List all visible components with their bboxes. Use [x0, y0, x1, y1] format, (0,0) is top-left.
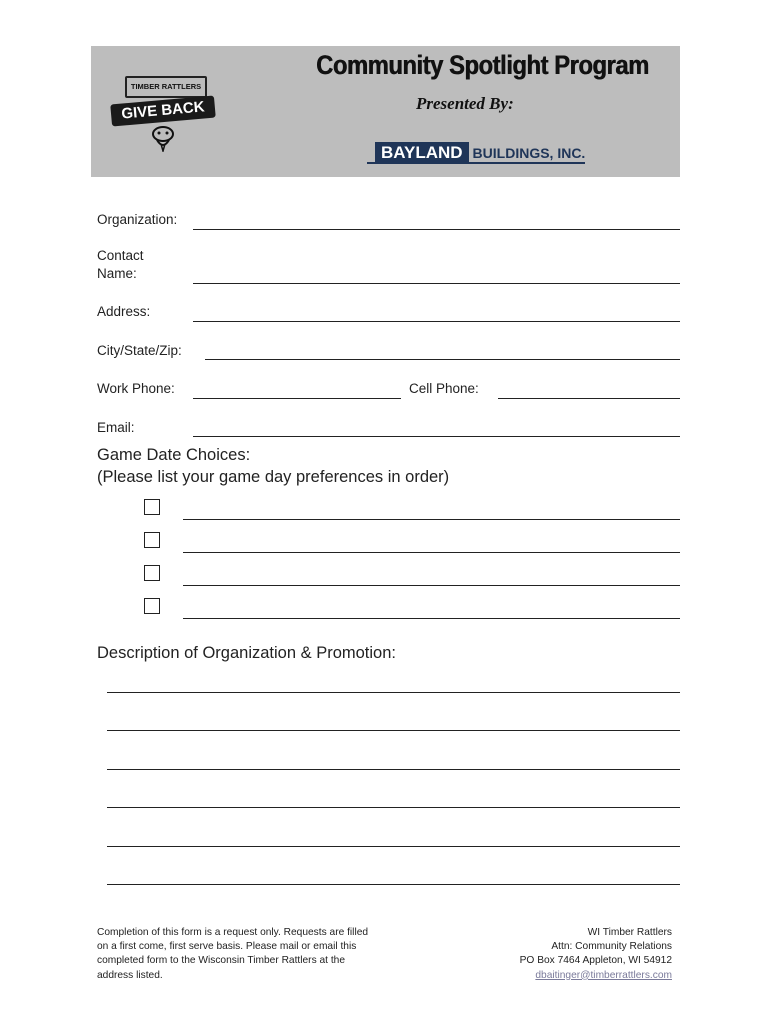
sponsor-box-text: BAYLAND	[375, 142, 469, 164]
game-date-field-4[interactable]	[183, 618, 680, 619]
cell-phone-label: Cell Phone:	[409, 381, 479, 396]
organization-field[interactable]	[193, 229, 680, 230]
footer-note	[97, 926, 387, 983]
footer-note-line-1: Completion of this form is a request only. Requests are filled	[97, 927, 369, 938]
work-phone-field[interactable]	[193, 398, 401, 399]
description-line-2[interactable]	[107, 730, 680, 731]
city-state-zip-label: City/State/Zip:	[97, 343, 182, 358]
cell-phone-field[interactable]	[498, 398, 680, 399]
game-date-heading: Game Date Choices:	[97, 446, 251, 464]
description-heading: Description of Organization & Promotion:	[97, 644, 396, 662]
game-date-field-1[interactable]	[183, 519, 680, 520]
address-field[interactable]	[193, 321, 680, 322]
description-line-5[interactable]	[107, 846, 680, 847]
address-label: Address:	[97, 304, 151, 319]
description-line-4[interactable]	[107, 807, 680, 808]
game-date-checkbox-1[interactable]	[144, 499, 160, 515]
email-field[interactable]	[193, 436, 680, 437]
footer-attn: Attn: Community Relations	[551, 941, 672, 953]
logo-top-text: TIMBER RATTLERS	[125, 76, 207, 98]
contact-name-field[interactable]	[193, 283, 680, 284]
timber-rattlers-give-back-logo	[105, 62, 221, 162]
description-line-6[interactable]	[107, 884, 680, 885]
footer-address	[472, 926, 672, 983]
presented-by-text: Presented By:	[416, 94, 514, 113]
description-line-3[interactable]	[107, 769, 680, 770]
header-banner	[91, 46, 680, 177]
logo-rule	[367, 161, 375, 164]
contact-label-line1: Contact	[97, 248, 144, 263]
game-date-checkbox-4[interactable]	[144, 598, 160, 614]
sponsor-name-text: BUILDINGS, INC.	[469, 144, 586, 164]
bayland-logo	[367, 142, 585, 164]
footer-po-box: PO Box 7464 Appleton, WI 54912	[519, 955, 672, 967]
footer-note-line-3: completed form to the Wisconsin Timber Rattlers at the	[97, 955, 345, 967]
footer-note-line-4: address listed.	[97, 969, 163, 981]
game-date-field-2[interactable]	[183, 552, 680, 553]
work-phone-label: Work Phone:	[97, 381, 175, 396]
email-label: Email:	[97, 420, 135, 435]
description-line-1[interactable]	[107, 692, 680, 693]
footer-org: WI Timber Rattlers	[587, 927, 672, 938]
page-title: Community Spotlight Program	[316, 50, 649, 80]
footer-email-link[interactable]: dbaitinger@timberrattlers.com	[535, 969, 672, 981]
snake-icon	[149, 124, 177, 152]
organization-label: Organization:	[97, 212, 178, 227]
footer-note-line-2: on a first come, first serve basis. Please mail or email this	[97, 941, 357, 953]
game-date-subheading: (Please list your game day preferences in order)	[97, 468, 450, 486]
game-date-checkbox-3[interactable]	[144, 565, 160, 581]
city-state-zip-field[interactable]	[205, 359, 680, 360]
logo-main-text: GIVE BACK	[110, 96, 216, 127]
game-date-checkbox-2[interactable]	[144, 532, 160, 548]
contact-label-line2: Name:	[97, 266, 137, 281]
game-date-field-3[interactable]	[183, 585, 680, 586]
